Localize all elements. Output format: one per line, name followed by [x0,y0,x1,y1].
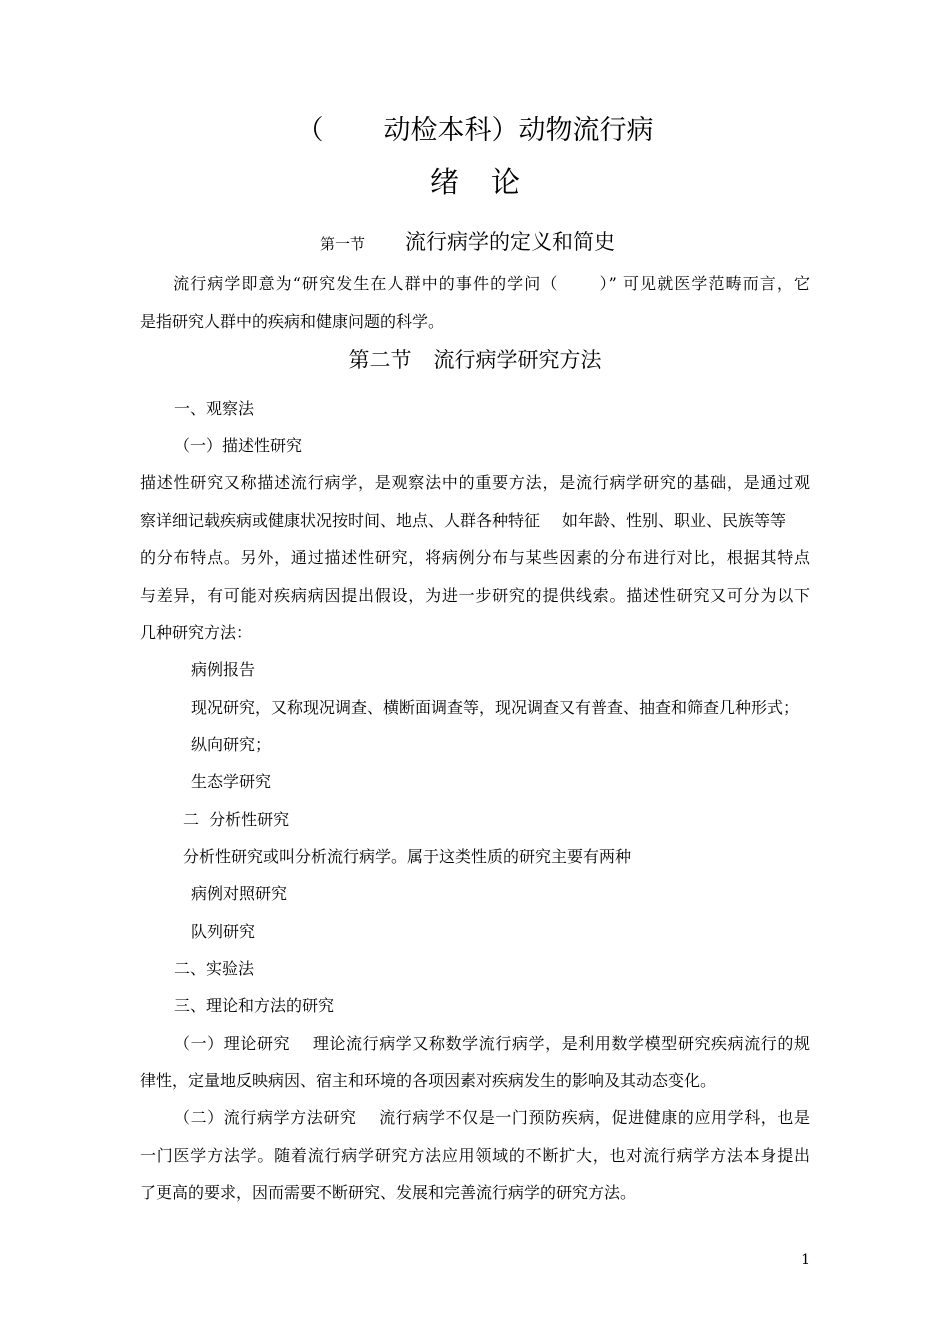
observation-method: 一、观察法 [174,399,255,418]
document-title [0,113,950,149]
section1-label: 第一节 [320,235,366,253]
list-item: 队列研究 [191,922,256,941]
list-item: 现况研究，又称现况调查、横断面调查等，现况调查又有普查、抽查和筛查几种形式； [191,698,800,717]
descriptive-line-2: 察详细记载疾病或健康状况按时间、地点、人群各种特征 如年龄、性别、职业、民族等等 [140,511,787,530]
descriptive-line-1: 描述性研究又称描述流行病学，是观察法中的重要方法，是流行病学研究的基础，是通过观 [140,473,810,492]
page-number: 1 [801,1252,810,1268]
list-item: 病例对照研究 [191,884,288,903]
section2-title: 流行病学研究方法 [433,348,602,372]
theory-method: 三、理论和方法的研究 [174,996,335,1015]
section1-heading [320,228,615,258]
theory1-line2: 律性，定量地反映病因、宿主和环境的各项因素对疾病发生的影响及其动态变化。 [140,1071,717,1090]
section1-para-line1: 流行病学即意为“研究发生在人群中的事件的学问（ ）” 可见就医学范畴而言，它 [172,274,810,293]
experiment-method: 二、实验法 [174,959,255,978]
chapter-title: 绪论 [429,165,552,199]
title-open-paren: （ [296,115,324,146]
descriptive-heading: （一）描述性研究 [174,436,303,455]
theory2-line1: （二）流行病学方法研究 流行病学不仅是一门预防疾病，促进健康的应用学科，也是 [174,1108,810,1127]
descriptive-line-5: 几种研究方法： [140,623,253,642]
list-item: 纵向研究； [191,735,272,754]
section1-title: 流行病学的定义和简史 [405,230,616,254]
section2-heading [0,345,950,375]
section2-label: 第二节 [348,348,412,372]
theory2-line2: 一门医学方法学。随着流行病学研究方法应用领域的不断扩大，也对流行病学方法本身提出 [140,1146,810,1165]
descriptive-line-3: 的分布特点。另外，通过描述性研究，将病例分布与某些因素的分布进行对比，根据其特点 [140,548,810,567]
analytic-heading: 二 分析性研究 [183,810,290,829]
theory1-line1: （一）理论研究 理论流行病学又称数学流行病学，是利用数学模型研究疾病流行的规 [174,1034,810,1053]
list-item: 病例报告 [191,660,256,679]
analytic-text: 分析性研究或叫分析流行病学。属于这类性质的研究主要有两种 [183,847,632,866]
list-item: 生态学研究 [191,772,272,791]
section1-para-line2: 是指研究人群中的疾病和健康问题的科学。 [140,312,445,331]
descriptive-line-4: 与差异，有可能对疾病病因提出假设，为进一步研究的提供线索。描述性研究又可分为以下 [140,586,810,605]
theory2-line3: 了更高的要求，因而需要不断研究、发展和完善流行病学的研究方法。 [140,1183,637,1202]
title-text: 动检本科）动物流行病 [383,115,654,146]
